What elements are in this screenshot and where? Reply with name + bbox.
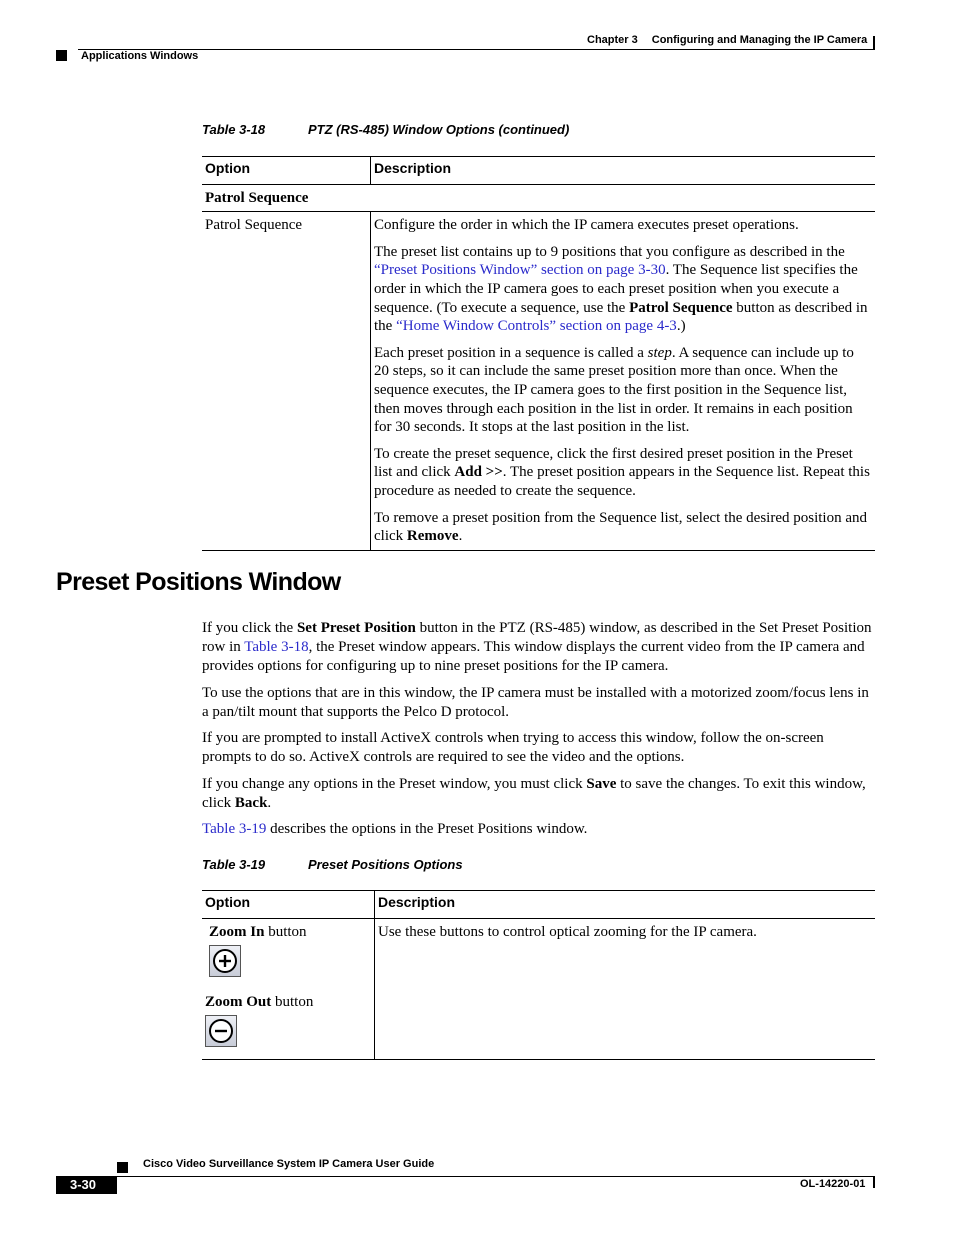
cross-reference-link[interactable]: “Home Window Controls” section on page 4-3 — [396, 318, 677, 335]
running-header-chapter — [587, 34, 867, 46]
body-paragraph: To use the options that are in this window, the IP camera must be installed with a motorized zoom/focus lens in a pan/tilt mount that supports the Pelco D protocol. — [202, 684, 869, 720]
body-paragraph: If you change any options in the Preset window, you must click Save to save the changes. To exit this window, click Back. — [202, 775, 866, 811]
chapter-number: Chapter 3 — [587, 34, 638, 46]
footer-rule — [117, 1176, 875, 1177]
description-paragraph: Each preset position in a sequence is called a step. A sequence can include up to 20 steps, so it can include the same preset position more than once. When the sequence executes, the IP camera goes to the first position in the Sequence list, then moves through each position in the list in order. It remains in each position for 30 seconds. It stops at the last position in the list. — [374, 344, 854, 436]
table-title: Preset Positions Options — [308, 857, 463, 872]
header-block-marker — [56, 50, 67, 61]
column-header-description: Description — [371, 157, 876, 185]
zoom-in-icon — [209, 945, 241, 977]
zoom-out-icon — [205, 1015, 237, 1047]
description-paragraph: To remove a preset position from the Sequence list, select the desired position and click Remove. — [374, 509, 867, 545]
ptz-options-table — [202, 156, 875, 551]
document-id: OL-14220-01 — [800, 1178, 866, 1190]
column-header-option: Option — [202, 157, 371, 185]
footer-guide-title: Cisco Video Surveillance System IP Camera User Guide — [143, 1158, 435, 1170]
chapter-title: Configuring and Managing the IP Camera — [651, 34, 868, 46]
body-paragraph: Table 3-19 describes the options in the Preset Positions window. — [202, 821, 588, 837]
option-cell: Patrol Sequence — [202, 212, 371, 551]
table-link[interactable]: Table 3-19 — [202, 821, 267, 837]
column-header-description: Description — [375, 891, 876, 919]
description-paragraph: To create the preset sequence, click the first desired preset position in the Preset list and click Add >>. The preset position appears in the Sequence list. Repeat this procedure as needed to create the sequence. — [374, 445, 870, 499]
running-header-section: Applications Windows — [81, 50, 199, 62]
description-cell — [371, 212, 876, 551]
table-number: Table 3-19 — [202, 857, 266, 872]
section-heading: Preset Positions Window — [56, 568, 341, 596]
footer-tick — [873, 1176, 875, 1188]
body-paragraph: If you click the Set Preset Position button in the PTZ (RS-485) window, as described in the Set Preset Position row in Table 3-18, the Preset window appears. This window displays the current video from the IP camera and provides options for configuring up to nine preset positions for the IP camera. — [202, 620, 872, 674]
option-cell-zoom-out: Zoom Out button — [202, 989, 375, 1060]
footer-block-marker — [117, 1162, 128, 1173]
table-group-row: Patrol Sequence — [202, 184, 875, 212]
cross-reference-link[interactable]: “Preset Positions Window” section on page 3-30 — [374, 262, 666, 279]
preset-options-table — [202, 890, 875, 1060]
table-link[interactable]: Table 3-18 — [244, 639, 309, 655]
description-cell: Use these buttons to control optical zooming for the IP camera. — [375, 918, 876, 1059]
table-row — [202, 918, 875, 989]
header-tick — [873, 36, 875, 50]
column-header-option: Option — [202, 891, 375, 919]
table-title: PTZ (RS-485) Window Options (continued) — [308, 122, 570, 137]
table-number: Table 3-18 — [202, 122, 266, 137]
description-paragraph: Configure the order in which the IP camera executes preset operations. — [374, 217, 799, 234]
table-caption — [202, 122, 569, 137]
body-paragraph: If you are prompted to install ActiveX controls when trying to access this window, follow the on-screen prompts to do so. ActiveX controls are required to see the video and the options. — [202, 730, 824, 765]
table-row — [202, 212, 875, 551]
page-number: 3-30 — [56, 1176, 117, 1194]
section-body — [202, 619, 876, 847]
option-cell-zoom-in: Zoom In button — [202, 918, 375, 989]
table-caption — [202, 857, 463, 872]
description-paragraph: The preset list contains up to 9 positions that you configure as described in the “Preset Positions Window” section on page 3-30. The Sequence list specifies the order in which the IP camera goes to each preset position when you execute a sequence. (To execute a sequence, use the Patrol Sequence button as described in the “Home Window Controls” section on page 4-3.) — [374, 243, 868, 335]
